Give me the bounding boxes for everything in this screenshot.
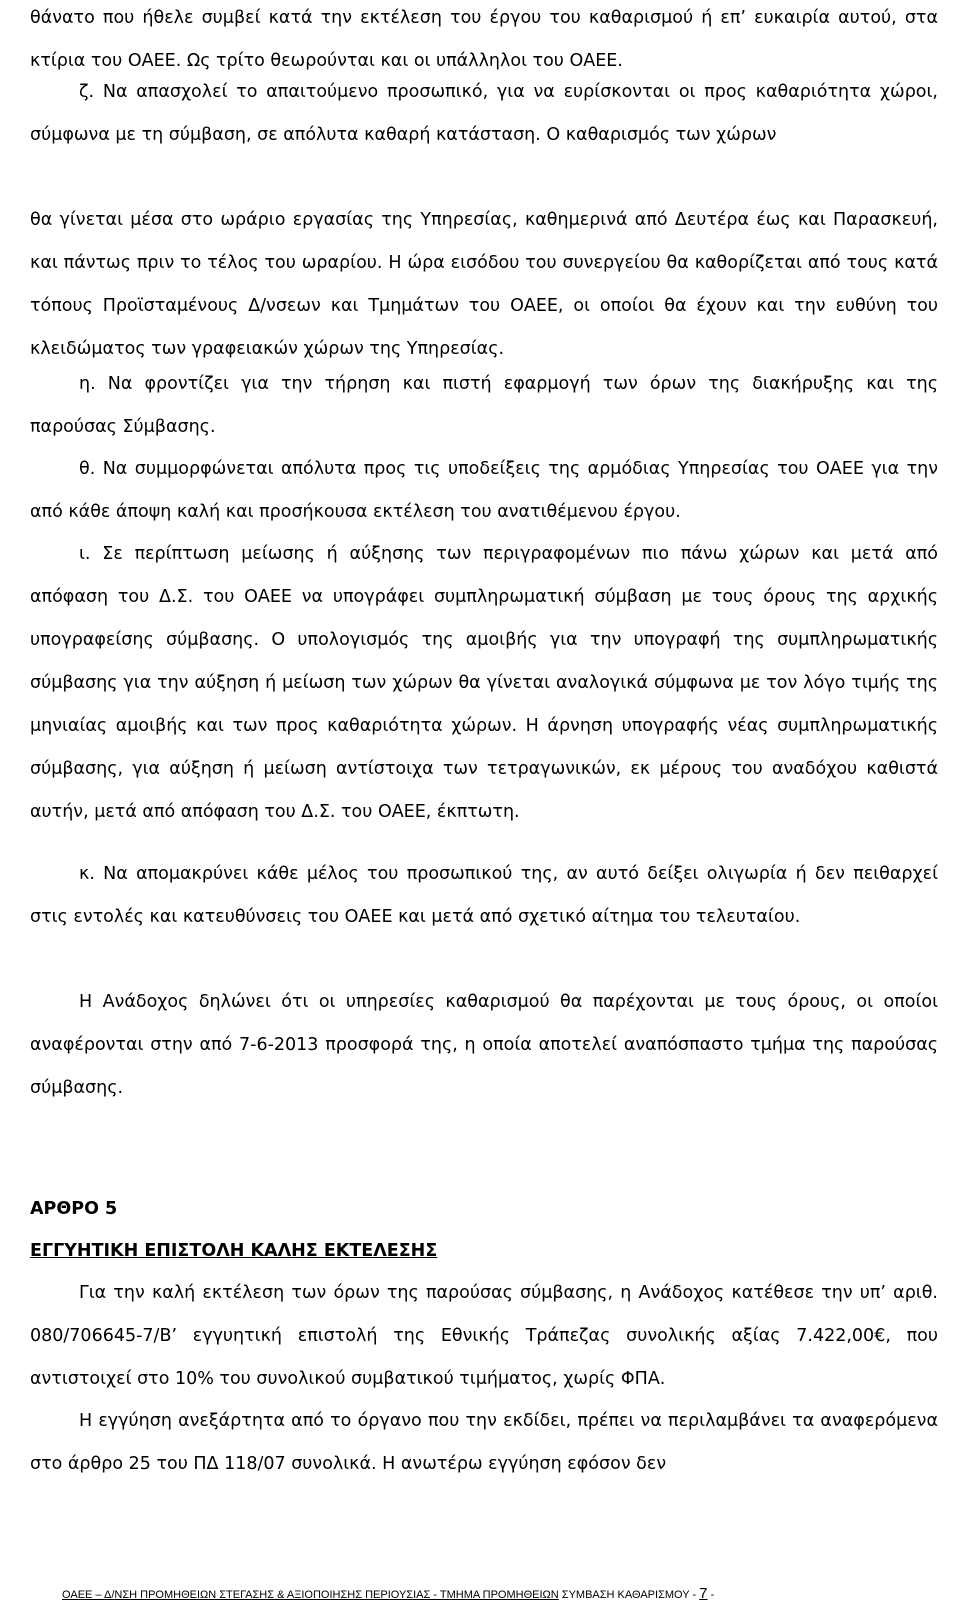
footer-separator: - bbox=[692, 1589, 697, 1601]
footer-office: ΟΑΕΕ – Δ/ΝΣΗ ΠΡΟΜΗΘΕΙΩΝ ΣΤΕΓΑΣΗΣ & ΑΞΙΟΠΟΙΗΣΗΣ ΠΕΡΙΟΥΣΙΑΣ - ΤΜΗΜΑ ΠΡΟΜΗΘΕΙΩΝ bbox=[62, 1589, 559, 1601]
paragraph-item-zeta: ζ. Να απασχολεί το απαιτούμενο προσωπικό, για να ευρίσκονται οι προς καθαριότητα χώροι, σύμφωνα με τη σύμβαση, σε απόλυτα καθαρή κατάσταση. Ο καθαρισμός των χώρων bbox=[30, 82, 938, 145]
paragraph-guarantee-letter: Για την καλή εκτέλεση των όρων της παρούσας σύμβασης, η Ανάδοχος κατέθεσε την υπ’ αριθ. 080/706645-7/Β’ εγγυητική επιστολή της Εθνικής Τράπεζας συνολικής αξίας 7.422,00€, που αντιστοιχεί στο 10% του συνολικού συμβατικού τιμήματος, χωρίς ΦΠΑ. bbox=[30, 1283, 938, 1389]
article-title: ΑΡΘΡΟ 5 bbox=[30, 1199, 118, 1219]
paragraph-working-hours: θα γίνεται μέσα στο ωράριο εργασίας της Υπηρεσίας, καθημερινά από Δευτέρα έως και Παρασκευή, και πάντως πριν το τέλος του ωραρίου. Η ώρα εισόδου του συνεργείου θα καθορίζεται από τους κατά τόπους Προϊσταμένους Δ/νσεων και Τμημάτων του ΟΑΕΕ, οι οποίοι θα έχουν και την ευθύνη του κλειδώματος των γραφειακών χώρων της Υπηρεσίας. bbox=[30, 210, 938, 359]
paragraph-insurance-continuation: θάνατο που ήθελε συμβεί κατά την εκτέλεση του έργου του καθαρισμού ή επ’ ευκαιρία αυτού, στα κτίρια του ΟΑΕΕ. Ως τρίτο θεωρούνται και οι υπάλληλοι του ΟΑΕΕ. bbox=[30, 8, 938, 71]
paragraph-item-eta: η. Να φροντίζει για την τήρηση και πιστή εφαρμογή των όρων της διακήρυξης και της παρούσας Σύμβασης. bbox=[30, 374, 938, 437]
paragraph-item-theta: θ. Να συμμορφώνεται απόλυτα προς τις υποδείξεις της αρμόδιας Υπηρεσίας του ΟΑΕΕ για την από κάθε άποψη καλή και προσήκουσα εκτέλεση του ανατιθέμενου έργου. bbox=[30, 459, 938, 522]
footer-contract: ΣΥΜΒΑΣΗ ΚΑΘΑΡΙΣΜΟΥ bbox=[561, 1589, 690, 1601]
footer-page-suffix: - bbox=[710, 1589, 715, 1601]
paragraph-item-kappa: κ. Να απομακρύνει κάθε μέλος του προσωπικού της, αν αυτό δείξει ολιγωρία ή δεν πειθαρχεί στις εντολές και κατευθύνσεις του ΟΑΕΕ και μετά από σχετικό αίτημα του τελευταίου. bbox=[30, 864, 938, 927]
document-page bbox=[30, 0, 942, 1610]
page-number: 7 bbox=[699, 1585, 708, 1602]
page-footer bbox=[62, 1586, 942, 1603]
paragraph-contractor-declaration: Η Ανάδοχος δηλώνει ότι οι υπηρεσίες καθαρισμού θα παρέχονται με τους όρους, οι οποίοι αναφέρονται στην από 7-6-2013 προσφορά της, η οποία αποτελεί αναπόσπαστο τμήμα της παρούσας σύμβασης. bbox=[30, 992, 938, 1098]
paragraph-guarantee-requirements: Η εγγύηση ανεξάρτητα από το όργανο που την εκδίδει, πρέπει να περιλαμβάνει τα αναφερόμενα στο άρθρο 25 του ΠΔ 118/07 συνολικά. Η ανωτέρω εγγύηση εφόσον δεν bbox=[30, 1411, 938, 1474]
article-subtitle: ΕΓΓΥΗΤΙΚΗ ΕΠΙΣΤΟΛΗ ΚΑΛΗΣ ΕΚΤΕΛΕΣΗΣ bbox=[30, 1241, 438, 1261]
paragraph-item-iota: ι. Σε περίπτωση μείωσης ή αύξησης των περιγραφομένων πιο πάνω χώρων και μετά από απόφαση του Δ.Σ. του ΟΑΕΕ να υπογράφει συμπληρωματική σύμβαση με τους όρους της αρχικής υπογραφείσης σύμβασης. Ο υπολογισμός της αμοιβής για την υπογραφή της συμπληρωματικής σύμβασης για την αύξηση ή μείωση των χώρων θα γίνεται αναλογικά σύμφωνα με τον λόγο τιμής της μηνιαίας αμοιβής και των προς καθαριότητα χώρων. Η άρνηση υπογραφής νέας συμπληρωματικής σύμβασης, για αύξηση ή μείωση αντίστοιχα των τετραγωνικών, εκ μέρους του αναδόχου καθιστά αυτήν, μετά από απόφαση του Δ.Σ. του ΟΑΕΕ, έκπτωτη. bbox=[30, 544, 938, 822]
